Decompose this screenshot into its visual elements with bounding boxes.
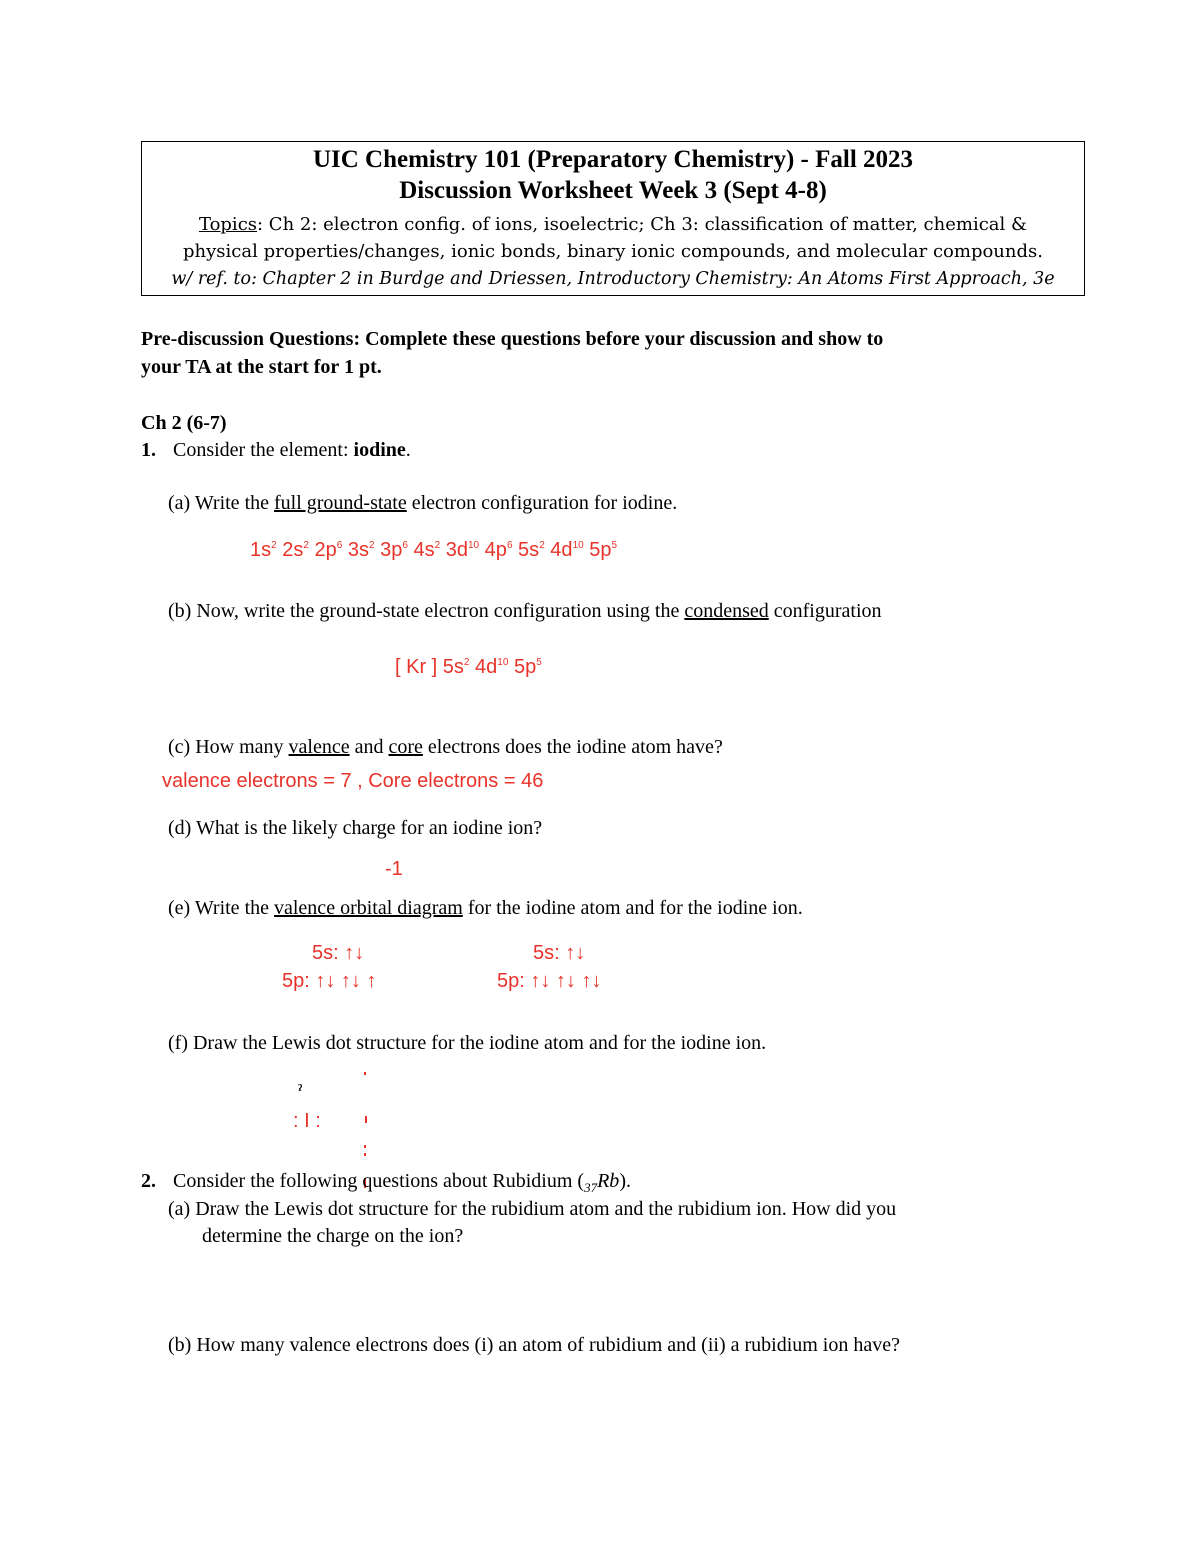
q1c-mid: and	[349, 736, 389, 758]
q1-text: Consider the element:	[173, 439, 354, 461]
orbital-term: $3p^6$	[374, 539, 408, 561]
q1a-post: electron configuration for iodine.	[406, 492, 678, 514]
q1e-post: for the iodine atom and for the iodine ion.	[462, 897, 803, 919]
orbital-exponent: 6	[402, 540, 408, 551]
header-box	[141, 141, 1085, 296]
orbital-term: $4d^{10}$	[544, 539, 584, 561]
q1b-underlined: condensed	[684, 600, 769, 622]
q1f-answer: : I :	[293, 1110, 321, 1132]
orbital-term: $5p^5$	[508, 656, 542, 678]
q1e-atom-5s: 5s: ↑↓	[312, 942, 365, 964]
q1-number: 1.	[141, 439, 156, 461]
q1-prompt	[141, 439, 411, 462]
orbital-term: $5p^5$	[583, 539, 618, 561]
prediscussion-line-1: Pre-discussion Questions: Complete these questions before your discussion and show to	[141, 328, 884, 350]
reference-line: w/ ref. to: Chapter 2 in Burdge and Driessen, Introductory Chemistry: An Atoms First Approach, 3e	[171, 269, 1055, 289]
q1e-ion-5p: 5p: ↑↓ ↑↓ ↑↓	[497, 970, 602, 992]
orbital-term: $4d^{10}$	[469, 656, 509, 678]
orbital-exponent: 5	[611, 540, 618, 551]
orbital-exponent: 2	[463, 657, 470, 668]
q1-element: iodine	[353, 439, 406, 461]
orbital-exponent: 10	[572, 540, 584, 551]
q1d-prompt: (d) What is the likely charge for an iodine ion?	[168, 817, 543, 839]
q1b-core: [ Kr ]	[395, 656, 438, 678]
q1e-prompt	[168, 897, 803, 920]
q1c-valence: valence	[288, 736, 350, 758]
q1b-answer	[395, 656, 542, 679]
q1e-atom-5p: 5p: ↑↓ ↑↓ ↑	[282, 970, 377, 992]
q1e-pre: (e) Write the	[168, 897, 274, 919]
orbital-exponent: 6	[336, 540, 343, 551]
q1a-pre: (a) Write the	[168, 492, 274, 514]
q2-subscript: 37	[584, 1180, 598, 1195]
orbital-exponent: 10	[497, 657, 509, 668]
orbital-term: $3s^2$	[342, 539, 375, 561]
orbital-term: $4p^6$	[479, 539, 513, 561]
orbital-term: $4s^2$	[407, 539, 441, 561]
q2a-line-1: (a) Draw the Lewis dot structure for the rubidium atom and the rubidium ion. How did you	[168, 1198, 897, 1220]
q1-period: .	[405, 439, 411, 461]
q1d-answer: -1	[385, 858, 403, 880]
worksheet-title: UIC Chemistry 101 (Preparatory Chemistry) - Fall 2023	[312, 146, 914, 173]
orbital-term: $1s^2$	[250, 539, 277, 561]
q2-text: Consider the following questions about Rubidium (	[173, 1170, 585, 1192]
orbital-exponent: 10	[468, 540, 480, 551]
lewis-dot	[364, 1072, 366, 1075]
q1b-prompt	[168, 600, 882, 623]
prediscussion-line-2: your TA at the start for 1 pt.	[141, 356, 382, 378]
lewis-dot	[365, 1116, 367, 1123]
q1b-post: configuration	[768, 600, 882, 622]
q2-prompt	[141, 1170, 631, 1196]
topics-line-1	[142, 214, 1084, 235]
q1f-prompt: (f) Draw the Lewis dot structure for the iodine atom and for the iodine ion.	[168, 1032, 767, 1054]
q2-number: 2.	[141, 1170, 156, 1192]
q1e-underlined: valence orbital diagram	[274, 897, 463, 919]
q2-symbol: Rb	[597, 1170, 620, 1192]
orbital-exponent: 5	[536, 657, 542, 668]
q2-post: ).	[619, 1170, 631, 1192]
q1c-post: electrons does the iodine atom have?	[422, 736, 723, 758]
q2b-prompt: (b) How many valence electrons does (i) an atom of rubidium and (ii) a rubidium ion have?	[168, 1334, 900, 1356]
orbital-exponent: 2	[434, 540, 441, 551]
q1c-core: core	[388, 736, 423, 758]
orbital-exponent: 2	[369, 540, 375, 551]
orbital-exponent: 2	[271, 540, 277, 551]
orbital-term: $5s^2$	[512, 539, 545, 561]
lewis-dot	[364, 1153, 366, 1156]
q1a-answer	[250, 539, 617, 562]
orbital-term: $2s^2$	[276, 539, 309, 561]
q1c-prompt	[168, 736, 723, 759]
orbital-term: $2p^6$	[308, 539, 343, 561]
lewis-dot	[364, 1145, 366, 1148]
q1b-pre: (b) Now, write the ground-state electron configuration using the	[168, 600, 685, 622]
topics-text-1: : Ch 2: electron config. of ions, isoelectric; Ch 3: classification of matter, chemical &	[257, 214, 1028, 235]
orbital-term: $5s^2$	[442, 656, 470, 678]
section-label: Ch 2 (6-7)	[141, 412, 227, 434]
orbital-exponent: 6	[506, 540, 513, 551]
orbital-exponent: 2	[539, 540, 545, 551]
q1c-answer: valence electrons = 7 , Core electrons = 46	[162, 770, 544, 792]
orbital-exponent: 2	[303, 540, 309, 551]
orbital-term: $3d^{10}$	[440, 539, 480, 561]
worksheet-subtitle: Discussion Worksheet Week 3 (Sept 4-8)	[399, 177, 827, 204]
q1c-pre: (c) How many	[168, 736, 289, 758]
topics-line-2: physical properties/changes, ionic bonds, binary ionic compounds, and molecular compounds.	[183, 241, 1043, 262]
q2a-line-2: determine the charge on the ion?	[202, 1225, 464, 1247]
q1a-prompt	[168, 492, 677, 515]
q1a-underlined: full ground-state	[274, 492, 407, 514]
q1e-ion-5s: 5s: ↑↓	[533, 942, 586, 964]
topics-label: Topics	[198, 214, 258, 235]
lewis-top-mark: ˀ	[298, 1082, 303, 1099]
